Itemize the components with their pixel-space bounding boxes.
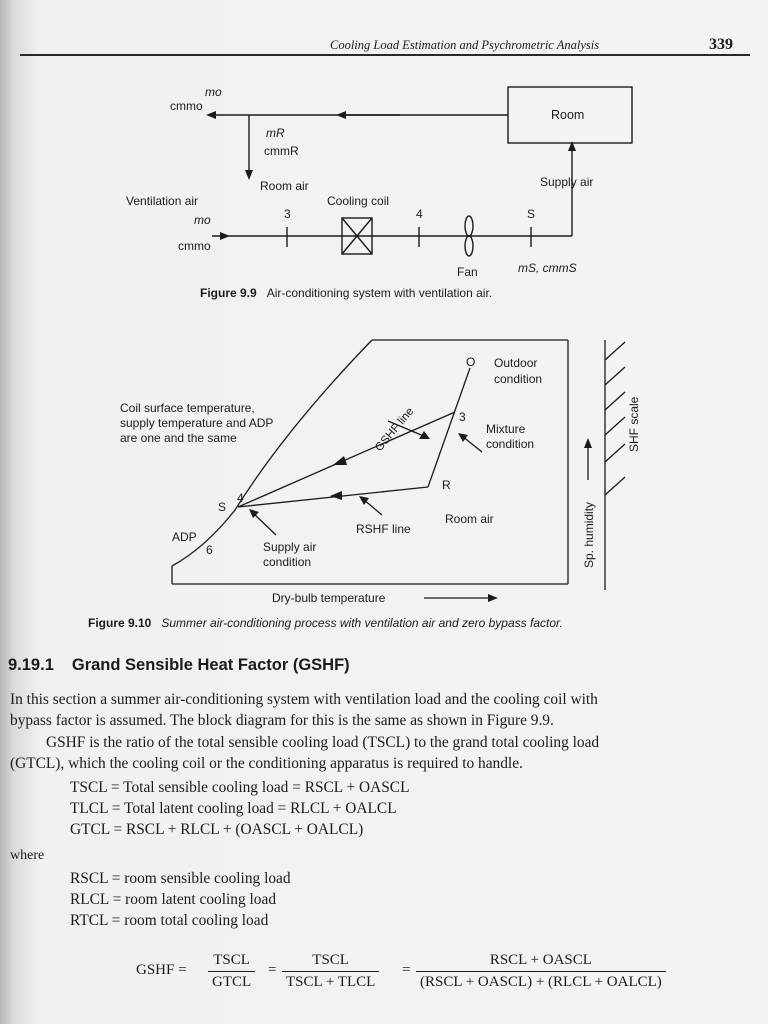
- shf-tick-4: [605, 417, 625, 435]
- gshf-fraction-2-numerator: TSCL: [282, 952, 379, 972]
- label-mr: mR: [266, 126, 285, 140]
- saturation-curve: [172, 340, 372, 566]
- recirculation-arrow-head: [245, 170, 253, 180]
- page-number: 339: [709, 36, 733, 53]
- figure-9-9-caption-label: Figure 9.9: [200, 286, 257, 300]
- label-coil-note-1: Coil surface temperature,: [120, 401, 255, 415]
- gshf-fraction-2: [282, 952, 379, 991]
- label-adp: ADP: [172, 530, 197, 544]
- dry-bulb-arrow-head: [488, 594, 498, 602]
- label-point-6: 6: [206, 543, 213, 557]
- label-sp-humidity: Sp. humidity: [582, 501, 596, 568]
- gshf-fraction-1: [208, 952, 255, 991]
- return-arrow-head: [336, 111, 346, 119]
- label-point-s: S: [527, 207, 536, 221]
- label-mixture-condition: condition: [486, 437, 535, 451]
- figure-9-9-diagram: [0, 60, 768, 285]
- label-cooling-coil: Cooling coil: [327, 194, 390, 208]
- label-coil-note-3: are one and the same: [120, 431, 237, 445]
- gshf-fraction-1-numerator: TSCL: [208, 952, 255, 972]
- paragraph-2-line-2: (GTCL), which the cooling coil or the conditioning apparatus is required to handle.: [10, 755, 523, 772]
- gshf-equals-2: =: [402, 962, 411, 978]
- equation-tscl: TSCL = Total sensible cooling load = RSCL + OASCL: [70, 779, 410, 796]
- section-number: 9.19.1: [8, 656, 54, 674]
- header-rule: [20, 54, 750, 56]
- label-mo-top: mo: [205, 85, 222, 99]
- paragraph-1-line-1: In this section a summer air-conditioning system with ventilation load and the cooling coil with: [10, 691, 598, 708]
- figure-9-10-caption: [88, 616, 563, 630]
- label-point-r: R: [442, 478, 451, 492]
- equation-rscl: RSCL = room sensible cooling load: [70, 870, 291, 887]
- label-supply-condition: condition: [263, 555, 312, 569]
- figure-9-10-diagram: [0, 330, 768, 610]
- label-mo-left: mo: [194, 213, 211, 227]
- gshf-fraction-3-denominator: (RSCL + OASCL) + (RLCL + OALCL): [420, 974, 662, 990]
- section-title: Grand Sensible Heat Factor (GSHF): [71, 656, 350, 674]
- left-outlet-arrow-head: [206, 111, 216, 119]
- gshf-equals-1: =: [268, 962, 277, 978]
- label-rshf-line: RSHF line: [356, 522, 411, 536]
- label-point-4: 4: [416, 207, 423, 221]
- label-shf-scale: SHF scale: [627, 396, 641, 452]
- where-label: where: [10, 848, 45, 863]
- equation-tlcl: TLCL = Total latent cooling load = RLCL + OALCL: [70, 800, 397, 817]
- label-point-o: O: [466, 355, 476, 369]
- shf-tick-3: [605, 392, 625, 410]
- gshf-fraction-3-numerator: RSCL + OASCL: [416, 952, 666, 972]
- sp-humidity-arrow-head: [584, 438, 592, 448]
- ventilation-arrow-head: [220, 232, 230, 240]
- label-cmmr: cmmR: [264, 144, 299, 158]
- gshf-arrow-head: [333, 456, 347, 465]
- rshf-arrow-head: [330, 491, 342, 500]
- running-header-title: Cooling Load Estimation and Psychrometric Analysis: [330, 38, 600, 52]
- label-room-air: Room air: [260, 179, 309, 193]
- mixing-line: [428, 368, 470, 487]
- label-point-4: 4: [237, 491, 244, 505]
- label-cmmo-left: cmmo: [178, 239, 211, 253]
- figure-9-10-caption-label: Figure 9.10: [88, 616, 152, 630]
- gshf-lhs: GSHF =: [136, 962, 187, 978]
- shf-tick-2: [605, 367, 625, 385]
- label-ventilation-air: Ventilation air: [126, 194, 199, 208]
- label-point-3: 3: [459, 410, 466, 424]
- figure-9-9-caption: [200, 286, 492, 300]
- gshf-fraction-2-denominator: TSCL + TLCL: [286, 974, 376, 990]
- label-room-air: Room air: [445, 512, 494, 526]
- arrow-mixture-head: [458, 433, 468, 442]
- label-point-s: S: [218, 500, 227, 514]
- label-supply-air: Supply air: [540, 175, 594, 189]
- figure-9-9-caption-text: Air-conditioning system with ventilation air.: [266, 286, 493, 300]
- equation-rtcl: RTCL = room total cooling load: [70, 912, 269, 929]
- paragraph-2-line-1: GSHF is the ratio of the total sensible cooling load (TSCL) to the grand total cooling load: [46, 734, 600, 751]
- fan-blade-lower: [465, 236, 473, 256]
- label-point-3: 3: [284, 207, 291, 221]
- label-cmmo-top: cmmo: [170, 99, 203, 113]
- label-outdoor: Outdoor: [494, 356, 538, 370]
- label-fan: Fan: [457, 265, 478, 279]
- label-room: Room: [551, 108, 585, 122]
- gshf-fraction-3: [416, 952, 666, 991]
- arrow-room-air-head: [359, 496, 369, 505]
- equation-rlcl: RLCL = room latent cooling load: [70, 891, 277, 908]
- section-heading: [8, 656, 350, 675]
- shf-tick-6: [605, 477, 625, 495]
- label-dry-bulb: Dry-bulb temperature: [272, 591, 386, 605]
- label-coil-note-2: supply temperature and ADP: [120, 416, 274, 430]
- equation-gtcl: GTCL = RSCL + RLCL + (OASCL + OALCL): [70, 821, 364, 838]
- arrow-supply-air: [253, 513, 276, 535]
- figure-9-10-caption-text: Summer air-conditioning process with ventilation air and zero bypass factor.: [161, 616, 563, 630]
- gshf-fraction-1-denominator: GTCL: [212, 974, 252, 990]
- label-outdoor-condition: condition: [494, 372, 543, 386]
- fan-blade-upper: [465, 216, 473, 236]
- shf-tick-5: [605, 444, 625, 462]
- label-supply-air: Supply air: [263, 540, 317, 554]
- paragraph-1-line-2: bypass factor is assumed. The block diagram for this is the same as shown in Figure 9.9.: [10, 712, 554, 729]
- label-mixture: Mixture: [486, 422, 526, 436]
- label-gshf-line: GSHF line: [373, 405, 417, 454]
- shf-tick-1: [605, 342, 625, 360]
- label-ms-cmms: mS, cmmS: [518, 261, 577, 275]
